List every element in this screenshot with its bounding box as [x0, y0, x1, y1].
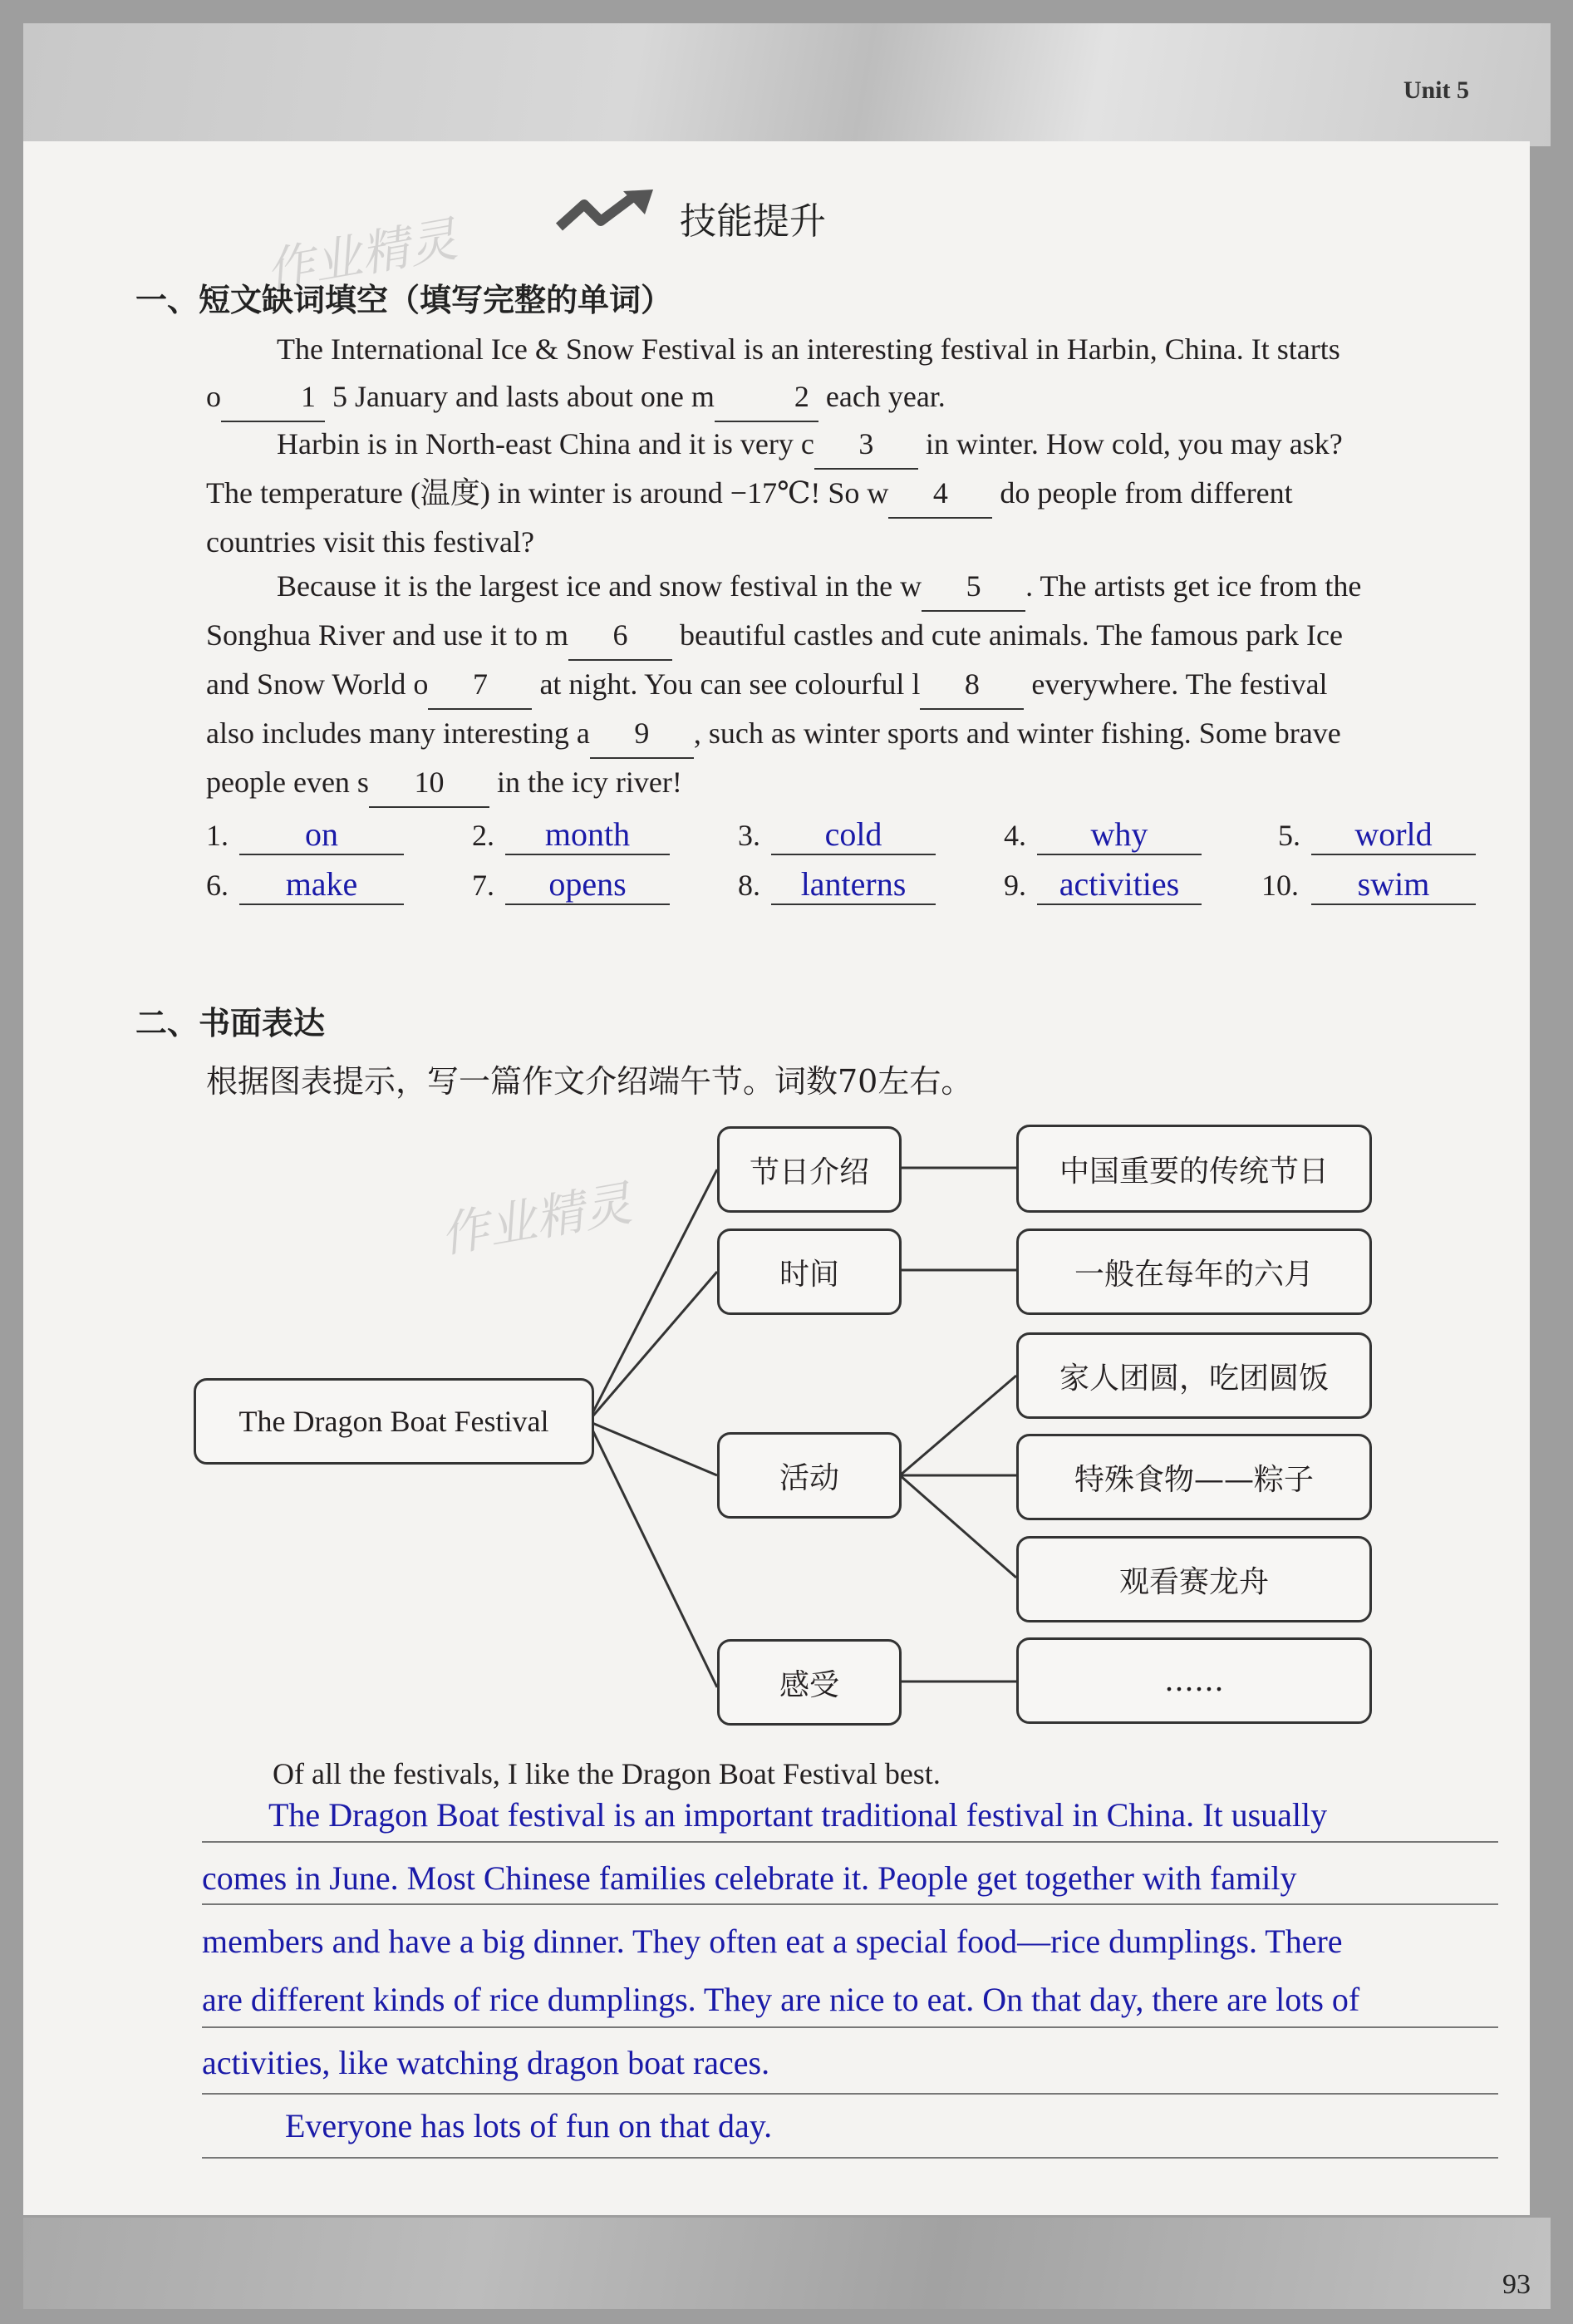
blank-6: 6 — [568, 612, 672, 661]
answer-item: 5. world — [1278, 815, 1476, 855]
blank-10: 10 — [369, 759, 489, 808]
section2-title: 二、书面表达 — [135, 1005, 326, 1041]
writing-rule — [202, 2026, 1498, 2028]
section1-title: 一、短文缺词填空（填写完整的单词） — [135, 282, 673, 318]
blank-7: 7 — [428, 661, 532, 710]
writing-prompt: 根据图表提示，写一篇作文介绍端午节。词数70左右。 — [206, 1063, 973, 1100]
diagram-detail: …… — [1016, 1637, 1372, 1724]
diagram-branch: 活动 — [717, 1432, 902, 1519]
blank-9: 9 — [590, 710, 694, 759]
watermark: 作业精灵 — [435, 1174, 637, 1264]
writing-rule — [202, 2157, 1498, 2159]
diagram-branch: 时间 — [717, 1228, 902, 1315]
answer-item: 8. lanterns — [738, 864, 936, 905]
writing-rule — [202, 2093, 1498, 2095]
blank-2: 2 — [715, 373, 818, 422]
answer-item: 4. why — [1004, 815, 1202, 855]
unit-label: Unit 5 — [1403, 76, 1469, 104]
blank-1: 1 — [221, 373, 325, 422]
writing-rule — [202, 1841, 1498, 1843]
essay-intro: Of all the festivals, I like the Dragon Boat Festival best. — [273, 1757, 941, 1790]
answer-item: 9. activities — [1004, 864, 1202, 905]
passage-paragraph-1: The International Ice & Snow Festival is an interesting festival in Harbin, China. It starts o 1 5 January and lasts about one m 2 each year. — [206, 326, 1502, 422]
worksheet-page — [23, 141, 1530, 2215]
diagram-branch: 感受 — [717, 1639, 902, 1726]
answer-item: 7. opens — [472, 864, 670, 905]
diagram-detail: 家人团圆，吃团圆饭 — [1016, 1332, 1372, 1419]
essay-line: comes in June. Most Chinese families celebrate it. People get together with family — [202, 1859, 1297, 1897]
blank-4: 4 — [888, 470, 992, 519]
passage-paragraph-3: Because it is the largest ice and snow festival in the w 5 . The artists get ice from the Songhua River and use it to m 6 beautiful castles and cute animals. The famous park Ice and Snow World o 7 at night. You can see colourful l 8 everywhere. The festival also includes many interesting a 9 , such as winter sports and winter fishing. Some brave people even s 10 in the icy river! — [206, 563, 1502, 808]
answer-item: 2. month — [472, 815, 670, 855]
blank-3: 3 — [814, 421, 918, 470]
diagram-detail: 观看赛龙舟 — [1016, 1536, 1372, 1622]
essay-line: The Dragon Boat festival is an important traditional festival in China. It usually — [268, 1796, 1328, 1834]
blank-8: 8 — [920, 661, 1024, 710]
diagram-branch: 节日介绍 — [717, 1126, 902, 1213]
top-band — [23, 23, 1551, 146]
section-heading: 技能提升 — [680, 191, 826, 244]
passage-paragraph-2: Harbin is in North-east China and it is very c 3 in winter. How cold, you may ask? The temperature (温度) in winter is around −17℃! So w 4 do people from different countries visit this festival? — [206, 421, 1502, 566]
bottom-band — [23, 2218, 1551, 2309]
answer-item: 3. cold — [738, 815, 936, 855]
essay-line: members and have a big dinner. They often eat a special food—rice dumplings. There — [202, 1923, 1343, 1960]
watermark: 作业精灵 — [261, 210, 462, 300]
essay-line: activities, like watching dragon boat races. — [202, 2044, 770, 2081]
answer-item: 10. swim — [1261, 864, 1476, 905]
diagram-root: The Dragon Boat Festival — [194, 1378, 594, 1465]
diagram-detail: 一般在每年的六月 — [1016, 1228, 1372, 1315]
page-number: 93 — [1502, 2269, 1531, 2300]
essay-line: Everyone has lots of fun on that day. — [285, 2107, 773, 2144]
essay-line: are different kinds of rice dumplings. They are nice to eat. On that day, there are lots of — [202, 1981, 1360, 2018]
diagram-detail: 中国重要的传统节日 — [1016, 1125, 1372, 1213]
diagram-detail: 特殊食物——粽子 — [1016, 1434, 1372, 1520]
blank-5: 5 — [922, 563, 1025, 612]
writing-rule — [202, 1903, 1498, 1905]
answer-item: 1. on — [206, 815, 404, 855]
answer-item: 6. make — [206, 864, 404, 905]
